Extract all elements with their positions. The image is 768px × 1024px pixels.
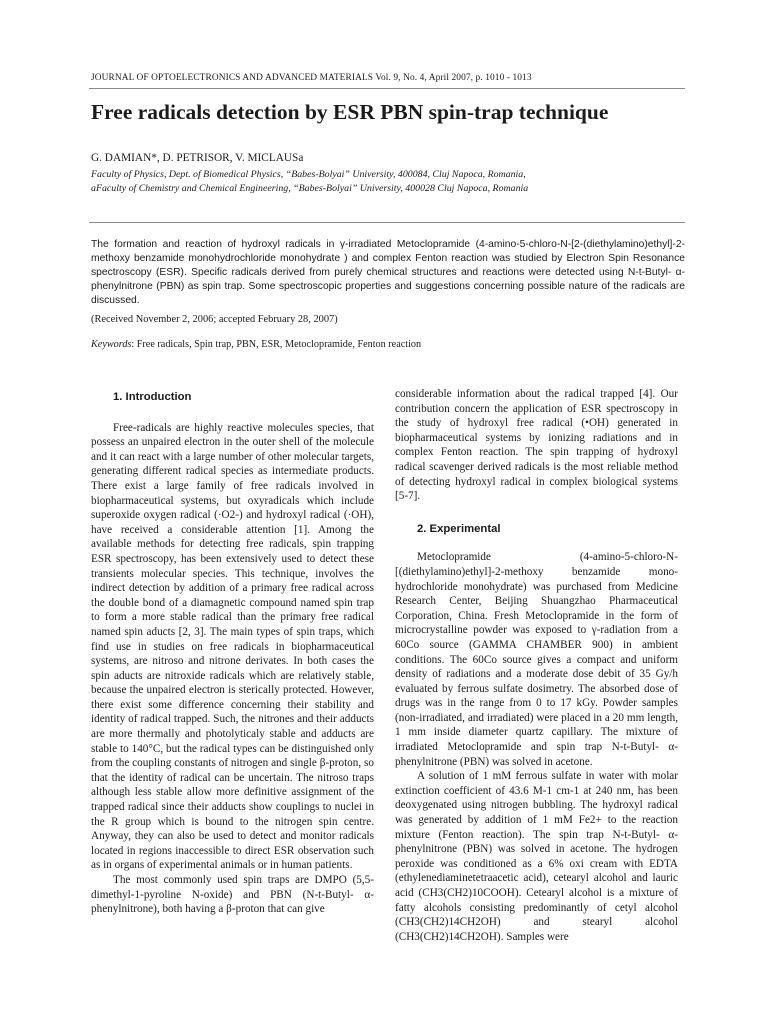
section-heading-experimental: 2. Experimental (417, 522, 501, 535)
received-dates: (Received November 2, 2006; accepted February 28, 2007) (91, 314, 338, 325)
journal-header: JOURNAL OF OPTOELECTRONICS AND ADVANCED MATERIALS Vol. 9, No. 4, April 2007, p. 1010 - 1013 (91, 73, 532, 83)
intro-paragraph-1: Free-radicals are highly reactive molecules species, that possess an unpaired electron in the outer shell of the molecule and it can react with a large number of other molecular targets, generating different radical species as intermediate products. There exist a large family of free radicals involved in biopharmaceutical systems, but oxyradicals which include superoxide oxygen radical (·O2-) and hydroxyl radical (·OH), have received a considerable attention [1]. Among the available methods for detecting free radicals, spin trapping ESR spectroscopy, has been extensively used to detect these transients molecular species. This technique, involves the indirect detection by addition of a primary free radical across the double bond of a diamagnetic compound named spin trap to form a more stable radical than the primary free radical named spin aducts [2, 3]. The main types of spin traps, which find use in studies on free radicals in biopharmaceutical systems, are nitroso and nitrone derivates. In both cases the spin aducts are nitroxide radicals which are relatively stable, because the unpaired electron is sterically protected. However, there exist some difference concerning their stability and identity of radical trapped. Such, the nitrones and their adducts are more thermally and photolyticaly stable and adducts are stable to 140°C, but the radical types can be distinguished only from the coupling constants of nitrogen and single β-proton, so that the identity of radical can be uncertain. The nitroso traps although less stable allow more definitive assignment of the trapped radical since their adducts show couplings to nuclei in the R group which is bound to the nitrogen spin centre. Anyway, they can also be used to detect and monitor radicals located in regions inaccessible to direct ESR observation such as in organs of experimental animals or in human patients. (91, 421, 374, 872)
abstract: The formation and reaction of hydroxyl radicals in γ-irradiated Metoclopramide (4-amino-5-chloro-N-[2-(diethylamino)ethyl]-2-methoxy benzamide monohydrochloride monohydrate ) and complex Fenton reaction was studied by Electron Spin Resonance spectroscopy (ESR). Specific radicals derived from purely chemical structures and reactions were detected using N-t-Butyl- α-phenylnitrone (PBN) as spin trap. Some spectroscopic properties and suggestions concerning possible nature of the radicals are discussed. (91, 239, 685, 307)
intro-paragraph-3: considerable information about the radical trapped [4]. Our contribution concern the application of ESR spectroscopy in the study of hydroxyl free radical (•OH) generated in biopharmaceutical systems by ionizing radiations and in complex Fenton reaction. The spin trapping of hydroxyl radical scavenger derived radicals is the most reliable method of detecting hydroxyl radical in complex biological systems [5-7]. (395, 388, 678, 503)
experimental-paragraph-2: A solution of 1 mM ferrous sulfate in water with molar extinction coefficient of 43.6 M-1 cm-1 at 240 nm, has been deoxygenated using nitrogen bubbling. The hydroxyl radical was generated by addition of 1 mM Fe2+ to the reaction mixture (Fenton reaction). The spin trap N-t-Butyl- α-phenylnitrone (PBN) was solved in acetone. The hydrogen peroxide was conditioned as a 6% oxi cream with EDTA (ethylenediaminetetraacetic acid), cetearyl alcohol and lauric acid (CH3(CH2)10COOH). Cetearyl alcohol is a mixture of fatty alcohols consisting predominantly of cetyl alcohol (CH3(CH2)14CH2OH) and stearyl alcohol (CH3(CH2)14CH2OH). Samples were (395, 770, 678, 943)
author-list: G. DAMIAN*, D. PETRISOR, V. MICLAUSa (91, 152, 304, 164)
left-column (91, 387, 374, 917)
affiliation-2: aFaculty of Chemistry and Chemical Engineering, “Babes-Bolyai” University, 400028 Cluj Napoca, Romania (91, 183, 529, 194)
section-heading-introduction: 1. Introduction (113, 391, 192, 403)
abstract-rule (89, 222, 685, 223)
affiliation-1: Faculty of Physics, Dept. of Biomedical Physics, “Babes-Bolyai” University, 400084, Cluj Napoca, Romania, (91, 169, 526, 180)
right-column (395, 387, 678, 944)
keywords-label: Keywords (91, 339, 132, 350)
keywords-list: : Free radicals, Spin trap, PBN, ESR, Metoclopramide, Fenton reaction (131, 339, 422, 350)
experimental-paragraph-1: Metoclopramide (4-amino-5-chloro-N-[(diethylamino)ethyl]-2-methoxy benzamide mono-hydrochloride monohydrate) was purchased from Medicine Research Center, Beijing Shuangzhao Pharmaceutical Corporation, China. Fresh Metoclopramide in the form of microcrystalline powder was exposed to γ-radiation from a 60Co source (GAMMA CHAMBER 900) in ambient conditions. The 60Co source gives a compact and uniform density of radiations and a moderate dose debit of 35 Gy/h evaluated by ferrous sulfate dosimetry. The absorbed dose of drugs was in the range from 0 to 17 kGy. Powder samples (non-irradiated, and irradiated) were placed in a 20 mm length, 1 mm inside diameter quartz capillary. The mixture of irradiated Metoclopramide and spin trap N-t-Butyl- α-phenylnitrone (PBN) was solved in acetone. (395, 551, 678, 768)
paper-title: Free radicals detection by ESR PBN spin-trap technique (91, 100, 609, 124)
intro-paragraph-2: The most commonly used spin traps are DMPO (5,5-dimethyl-1-pyroline N-oxide) and PBN (N-t-Butyl- α-phenylnitrone), both having a β-proton that can give (91, 874, 374, 916)
keywords (91, 339, 421, 350)
header-rule (89, 88, 685, 89)
